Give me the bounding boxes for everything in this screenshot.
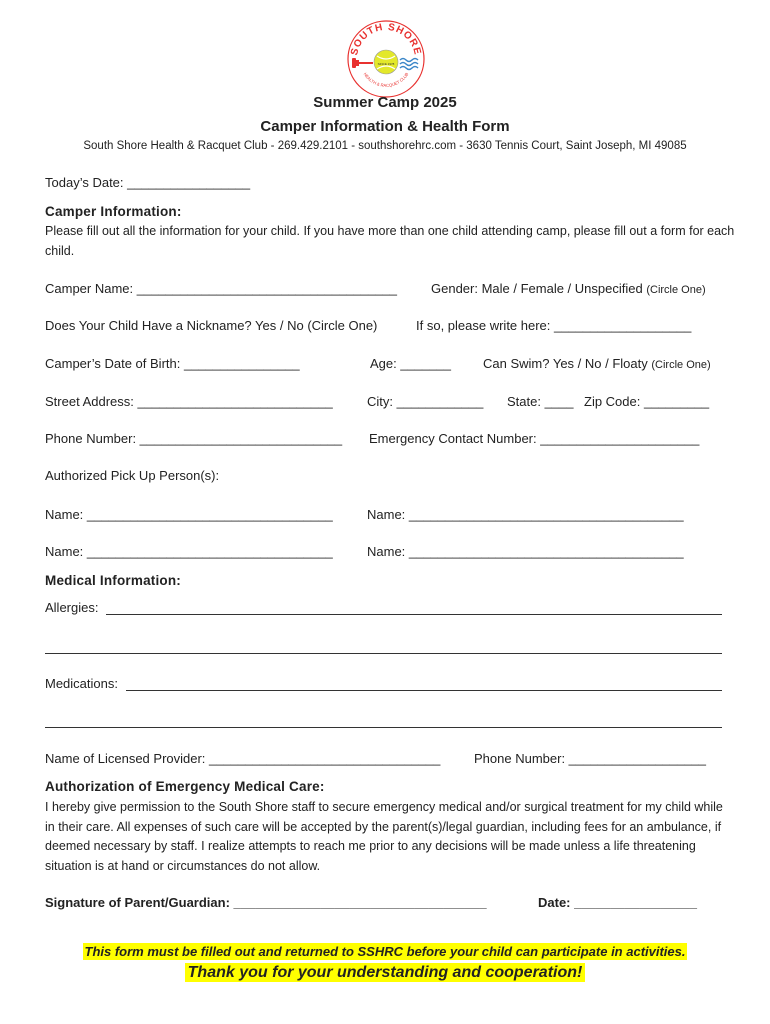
street-address-field[interactable]: Street Address: ___________________________ xyxy=(45,394,333,409)
logo-text-top: SOUTH SHORE xyxy=(349,21,423,57)
medications-label: Medications: xyxy=(45,676,118,691)
logo-text-bottom: HEALTH & RACQUET CLUB xyxy=(362,71,410,88)
thank-you-message: Thank you for your understanding and cooperation! xyxy=(185,963,586,982)
club-contact-line: South Shore Health & Racquet Club - 269.429.2101 - southshorehrc.com - 3630 Tennis Court, Saint Joseph, MI 49085 xyxy=(83,140,687,152)
nickname-question[interactable]: Does Your Child Have a Nickname? Yes / No (Circle One) xyxy=(45,318,378,333)
pickup-persons-label: Authorized Pick Up Person(s): xyxy=(45,468,220,483)
provider-phone-field[interactable]: Phone Number: ___________________ xyxy=(474,751,707,766)
guardian-signature-field[interactable]: Signature of Parent/Guardian: ___________________________________ xyxy=(45,895,487,910)
state-field[interactable]: State: ____ xyxy=(507,394,574,409)
medications-line-2[interactable] xyxy=(45,727,722,728)
authorization-text: I hereby give permission to the South Shore staff to secure emergency medical and/or surgical treatment for my child while in their care. All expenses of such care will be accepted by the parent(s)/legal guardian, including fees for an ambulance, if deemed necessary by staff. I realize attempts to reach me prior to any decisions will be made unless a life threatening situation is at hand or circumstances do not allow. xyxy=(45,800,723,873)
authorization-heading: Authorization of Emergency Medical Care: xyxy=(45,779,325,794)
medical-info-heading: Medical Information: xyxy=(45,573,182,588)
swim-label: Can Swim? Yes / No / Floaty xyxy=(483,356,648,371)
medications-line[interactable] xyxy=(126,690,722,691)
todays-date-field[interactable]: Today’s Date: _________________ xyxy=(45,175,251,190)
allergies-line-2[interactable] xyxy=(45,653,722,654)
camper-info-heading: Camper Information: xyxy=(45,204,182,219)
pickup-name-field[interactable]: Name: ______________________________________ xyxy=(367,544,684,559)
gender-field[interactable] xyxy=(431,281,706,296)
pickup-name-field[interactable]: Name: ______________________________________ xyxy=(367,507,684,522)
south-shore-logo xyxy=(345,18,427,100)
form-title: Summer Camp 2025 xyxy=(313,94,457,111)
pickup-name-field[interactable]: Name: __________________________________ xyxy=(45,507,333,522)
camper-name-field[interactable]: Camper Name: ____________________________________ xyxy=(45,281,398,296)
licensed-provider-field[interactable]: Name of Licensed Provider: ________________________________ xyxy=(45,751,441,766)
gender-label: Gender: Male / Female / Unspecified xyxy=(431,281,643,296)
signature-date-field[interactable]: Date: _________________ xyxy=(538,895,698,910)
gender-circle-note: (Circle One) xyxy=(646,284,706,296)
swim-circle-note: (Circle One) xyxy=(651,359,711,371)
nickname-field[interactable]: If so, please write here: ___________________ xyxy=(416,318,692,333)
emergency-contact-field[interactable]: Emergency Contact Number: ______________________ xyxy=(369,431,700,446)
form-subtitle: Camper Information & Health Form xyxy=(260,118,510,135)
dob-field[interactable]: Camper’s Date of Birth: ________________ xyxy=(45,356,300,371)
return-form-notice: This form must be filled out and returned to SSHRC before your child can participate in activities. xyxy=(84,944,686,959)
zip-code-field[interactable]: Zip Code: _________ xyxy=(584,394,710,409)
swim-field[interactable] xyxy=(483,356,711,371)
phone-number-field[interactable]: Phone Number: ____________________________ xyxy=(45,431,343,446)
allergies-line[interactable] xyxy=(106,614,722,615)
notice-wrap xyxy=(0,943,770,961)
city-field[interactable]: City: ____________ xyxy=(367,394,484,409)
logo-text-mid: SINCE 1978 xyxy=(377,62,395,66)
age-field[interactable]: Age: _______ xyxy=(370,356,451,371)
allergies-label: Allergies: xyxy=(45,600,99,615)
camper-info-intro: Please fill out all the information for your child. If you have more than one child attending camp, please fill out a form for each child. xyxy=(45,224,735,258)
pickup-name-field[interactable]: Name: __________________________________ xyxy=(45,544,333,559)
thanks-wrap xyxy=(0,964,770,982)
